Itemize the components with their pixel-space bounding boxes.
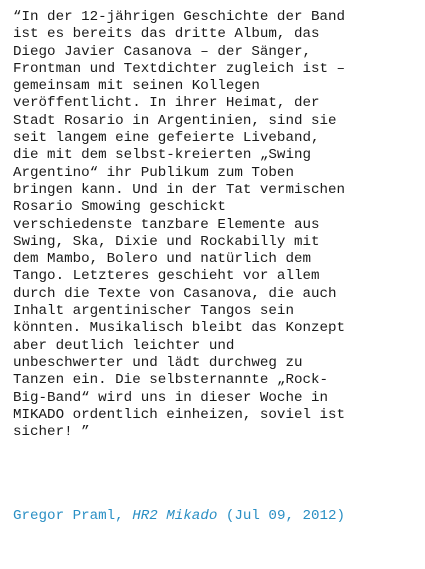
- quote-line: Big-Band“ wird uns in dieser Woche in: [13, 389, 329, 406]
- quote-line: aber deutlich leichter und: [13, 337, 235, 354]
- attribution-author: Gregor Praml: [13, 508, 116, 524]
- quote-line: Tanzen ein. Die selbsternannte „Rock-: [13, 372, 329, 389]
- quote-line: “In der 12-jährigen Geschichte der Band: [13, 9, 346, 25]
- quote-line: ist es bereits das dritte Album, das: [13, 26, 320, 43]
- quote-line: Inhalt argentinischer Tangos sein: [13, 303, 294, 320]
- review-quote: [13, 9, 418, 441]
- quote-line: Swing, Ska, Dixie und Rockabilly mit: [13, 233, 320, 250]
- attribution-separator: ,: [115, 508, 133, 524]
- quote-line: Stadt Rosario in Argentinien, sind sie: [13, 112, 337, 129]
- quote-line: könnten. Musikalisch bleibt das Konzept: [13, 320, 346, 337]
- quote-line: Argentino“ ihr Publikum zum Toben: [13, 164, 294, 181]
- review-attribution: [13, 508, 345, 525]
- quote-line: die mit dem selbst-kreierten „Swing: [13, 147, 311, 164]
- attribution-date: (Jul 09, 2012): [217, 508, 346, 524]
- quote-line: veröffentlicht. In ihrer Heimat, der: [13, 95, 320, 112]
- quote-line: Frontman und Textdichter zugleich ist –: [13, 60, 346, 77]
- quote-line: bringen kann. Und in der Tat vermischen: [13, 181, 346, 198]
- quote-line: dem Mambo, Bolero und natürlich dem: [13, 251, 311, 268]
- quote-line: unbeschwerter und lädt durchweg zu: [13, 354, 303, 371]
- quote-line: seit langem eine gefeierte Liveband,: [13, 130, 320, 147]
- attribution-source: HR2 Mikado: [132, 508, 218, 524]
- quote-line: verschiedenste tanzbare Elemente aus: [13, 216, 320, 233]
- quote-line: Rosario Smowing geschickt: [13, 199, 226, 216]
- quote-line: durch die Texte von Casanova, die auch: [13, 285, 337, 302]
- quote-line: Diego Javier Casanova – der Sänger,: [13, 43, 311, 60]
- quote-line: sicher! ”: [13, 424, 90, 441]
- quote-line: gemeinsam mit seinen Kollegen: [13, 78, 260, 95]
- quote-line: MIKADO ordentlich einheizen, soviel ist: [13, 406, 346, 423]
- quote-line: Tango. Letzteres geschieht vor allem: [13, 268, 320, 285]
